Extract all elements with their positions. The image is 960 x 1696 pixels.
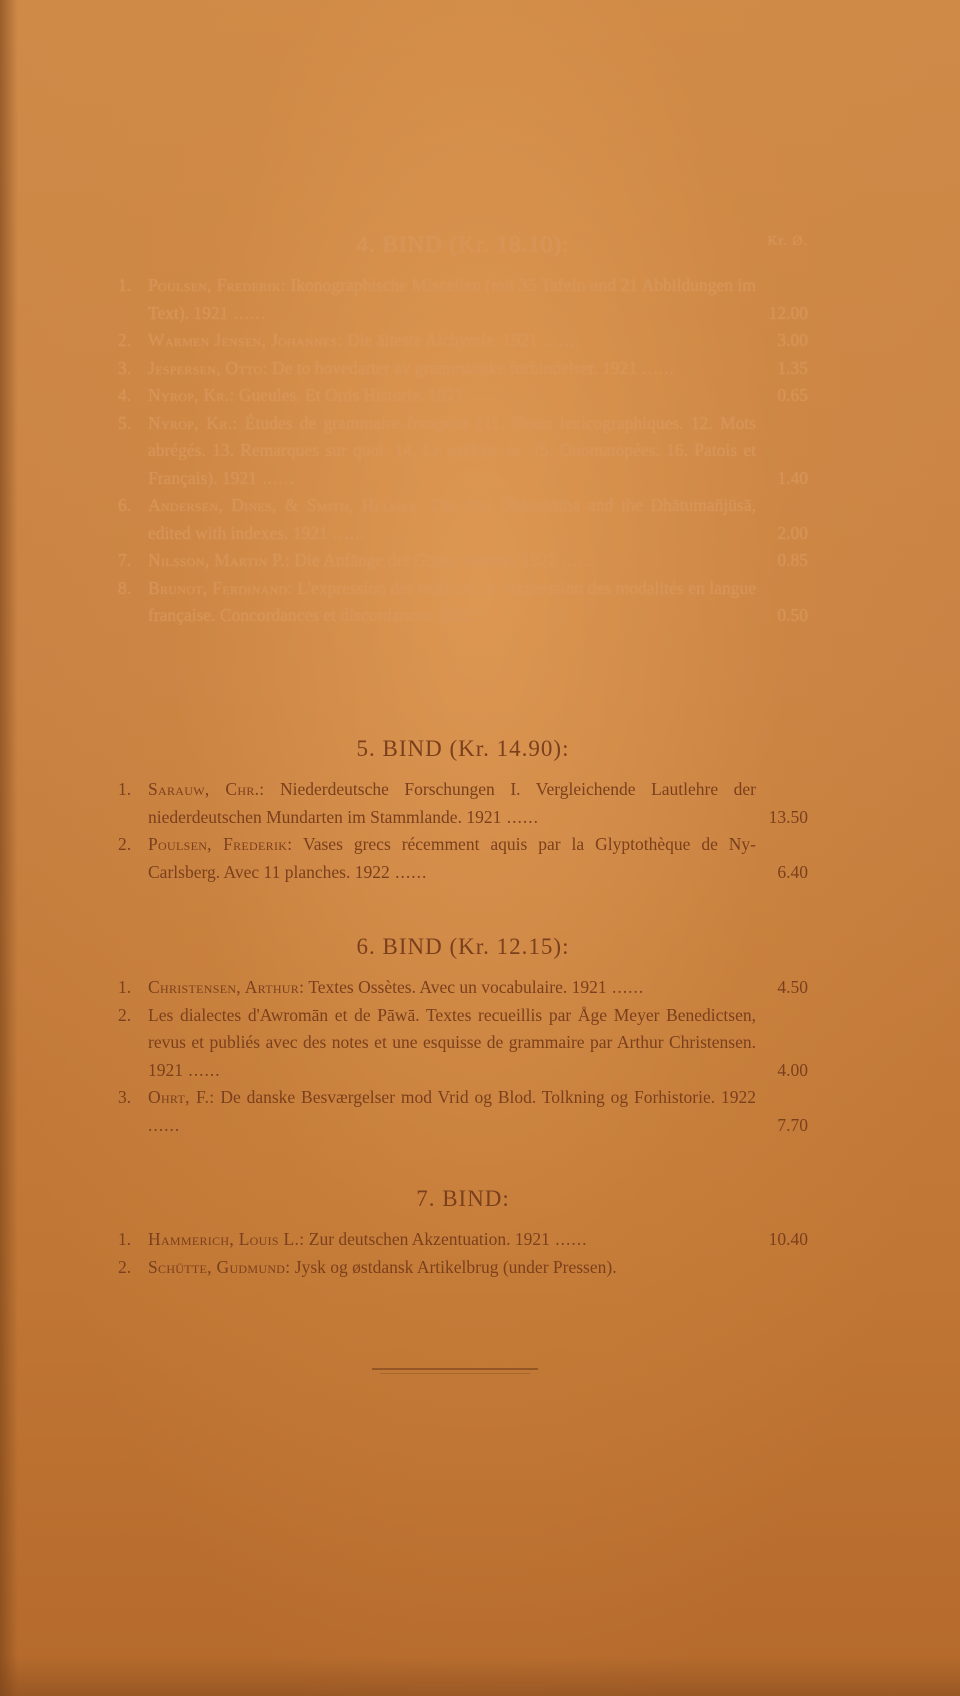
entry-author: Christensen, Arthur: (148, 977, 305, 997)
leader-dots: ...... (474, 605, 513, 625)
entry-body (148, 974, 756, 1002)
entry-number: 3. (118, 1087, 132, 1107)
entry-price: 10.40 (768, 1229, 808, 1249)
entry-body (148, 1002, 756, 1085)
leader-dots: ...... (389, 861, 428, 882)
entry-title: Textes Ossètes. Avec un vocabulaire. 1921 (308, 977, 607, 997)
entry-number: 2. (118, 1004, 132, 1025)
bind-6-section (118, 934, 808, 1139)
entry-number: 1. (118, 977, 132, 997)
entry-author: Nilsson, Martin P.: (148, 550, 291, 570)
entry-body (148, 492, 756, 547)
bind-5-heading: 5. BIND (Kr. 14.90): (356, 736, 570, 761)
entry-author: Nyrop, Kr.: (148, 385, 235, 405)
entry-number: 1. (118, 779, 132, 799)
entry-price: 6.40 (777, 861, 808, 882)
leader-dots: ...... (556, 550, 595, 570)
entry-number: 2. (118, 1256, 132, 1277)
entry-number: 1. (118, 1229, 132, 1249)
entry-price: 3.00 (777, 330, 808, 350)
entry-number: 5. (118, 412, 132, 433)
catalog-entry (118, 547, 808, 575)
entry-number: 6. (118, 495, 132, 515)
entry-price: 12.00 (768, 302, 808, 323)
closing-rule-secondary (380, 1373, 530, 1374)
entry-number: 8. (118, 577, 132, 598)
entry-price: 0.85 (777, 550, 808, 570)
entry-price: 2.00 (777, 522, 808, 543)
entry-price: 0.65 (777, 385, 808, 405)
entry-body (148, 1084, 756, 1139)
entry-body (148, 776, 756, 831)
page-edge-shadow (0, 0, 18, 1696)
entry-title: Ikonographische Miscellen (mit 35 Tafeln und 21 Abbildungen im Text). 1921 (148, 275, 757, 323)
entry-author: Warmen Jensen, Johannes: (148, 330, 343, 350)
entry-title: Niederdeutsche Forschungen I. Vergleichende Lautlehre der niederdeutschen Mundarten im Stammlande. 1921 (148, 779, 757, 827)
entry-number: 3. (118, 357, 132, 378)
entry-author: Poulsen, Frederik: (148, 275, 286, 295)
catalog-entry (118, 1084, 808, 1139)
entry-author: Sarauw, Chr.: (148, 779, 265, 799)
page-bottom-shadow (0, 1656, 960, 1696)
entry-number: 2. (118, 834, 132, 854)
entry-price: 4.00 (777, 1059, 808, 1080)
entry-body (148, 410, 756, 493)
bind-4-entries (118, 272, 808, 630)
catalog-entry (118, 492, 808, 547)
leader-dots: ...... (501, 806, 539, 827)
catalog-entry (118, 410, 808, 493)
entry-body (148, 575, 756, 630)
entry-body (148, 1254, 756, 1282)
bind-7-section (118, 1186, 808, 1281)
leader-dots: ...... (256, 467, 295, 488)
entry-price: 13.50 (768, 806, 808, 827)
leader-dots: ...... (606, 977, 645, 997)
catalog-entry (118, 272, 808, 327)
entry-author: Ohrt, F.: (148, 1087, 215, 1107)
bind-5-section (118, 736, 808, 886)
entry-author: Poulsen, Frederik: (148, 834, 293, 854)
entry-price: 4.50 (777, 977, 808, 997)
entry-body (148, 355, 756, 383)
catalog-entry (118, 1254, 808, 1282)
entry-number: 2. (118, 330, 132, 350)
closing-rule (372, 1368, 538, 1370)
catalog-entry (118, 776, 808, 831)
entry-author: Nyrop, Kr.: (148, 412, 238, 433)
leader-dots: ...... (463, 385, 502, 405)
entry-title: Études de grammaire française (11. Notes lexicographiques. 12. Mots abrégés. 13. Remarques sur quoi. 14. Le suffixe -ie. 15. Onomatopées. 16. Patois et Français). 1921 (148, 412, 757, 488)
bind-6-entries (118, 974, 808, 1139)
bind-4-corner-note: Kr. Ø. (767, 234, 808, 249)
entry-author: Jespersen, Otto: (148, 357, 268, 378)
entry-title: Die Anfänge der Göttin Athene. 1922 (294, 550, 557, 570)
entry-title: Vases grecs récemment aquis par la Glyptothèque de Ny-Carlsberg. Avec 11 planches. 1922 (148, 834, 757, 882)
catalog-entry (118, 1226, 808, 1254)
leader-dots: ...... (537, 330, 576, 350)
entry-price: 1.35 (777, 357, 808, 378)
entry-title: Jysk og østdansk Artikelbrug (under Pressen). (294, 1256, 617, 1277)
entry-body (148, 1226, 756, 1254)
catalog-entry (118, 575, 808, 630)
leader-dots: ...... (637, 357, 675, 378)
leader-dots: ...... (228, 302, 267, 323)
entry-number: 7. (118, 550, 132, 570)
entry-body (148, 547, 756, 575)
entry-title: The Pali Dhātupāṭha and the Dhātumañjūsā, edited with indexes. 1921 (148, 495, 756, 543)
catalog-entry (118, 327, 808, 355)
entry-body (148, 382, 756, 410)
entry-body (148, 831, 756, 886)
catalog-entry (118, 355, 808, 383)
entry-title: L'expression des relations et l'expression des modalités en langue française. Concordances et discordances. 1922 (148, 577, 756, 625)
entry-title: Gueules. Et Ords Historie. 1921 (238, 385, 464, 405)
entry-title: Zur deutschen Akzentuation. 1921 (308, 1229, 550, 1249)
leader-dots: ...... (148, 1114, 181, 1135)
catalog-entry (118, 831, 808, 886)
catalog-entry (118, 974, 808, 1002)
bind-7-entries (118, 1226, 808, 1281)
bind-4-section (118, 232, 808, 630)
entry-price: 1.40 (777, 467, 808, 488)
bind-6-heading: 6. BIND (Kr. 12.15): (356, 934, 570, 959)
leader-dots: ...... (183, 1059, 221, 1080)
leader-dots: ...... (327, 522, 366, 543)
entry-author: Brunot, Ferdinand: (148, 577, 293, 598)
bind-4-heading: 4. BIND (Kr. 18.10): Kr. Ø. (356, 232, 808, 257)
catalog-entry (118, 1002, 808, 1085)
entry-title: De danske Besværgelser mod Vrid og Blod. Tolkning og Forhistorie. 1922 (220, 1087, 757, 1107)
entry-body (148, 272, 756, 327)
entry-number: 4. (118, 385, 132, 405)
catalog-entry (118, 382, 808, 410)
entry-title: Les dialectes d'Awromān et de Pāwā. Textes recueillis par Åge Meyer Benedictsen, revus et publiés avec des notes et une esquisse de grammaire par Arthur Christensen. 1921 (148, 1004, 756, 1080)
entry-price: 7.70 (777, 1114, 808, 1135)
entry-number: 1. (118, 275, 132, 295)
bind-7-heading: 7. BIND: (416, 1186, 510, 1211)
leader-dots: ...... (549, 1229, 588, 1249)
entry-title: De to hovedarter av grammatiske forbindelser. 1921 (272, 357, 637, 378)
entry-title: Die älteste Alchymie. 1921 (347, 330, 538, 350)
entry-author: Hammerich, Louis L.: (148, 1229, 305, 1249)
entry-author: Andersen, Dines, & Smith, Helmer: (148, 495, 422, 515)
entry-body (148, 327, 756, 355)
entry-price: 0.50 (777, 605, 808, 625)
bind-5-entries (118, 776, 808, 886)
entry-author: Schütte, Gudmund: (148, 1256, 291, 1277)
